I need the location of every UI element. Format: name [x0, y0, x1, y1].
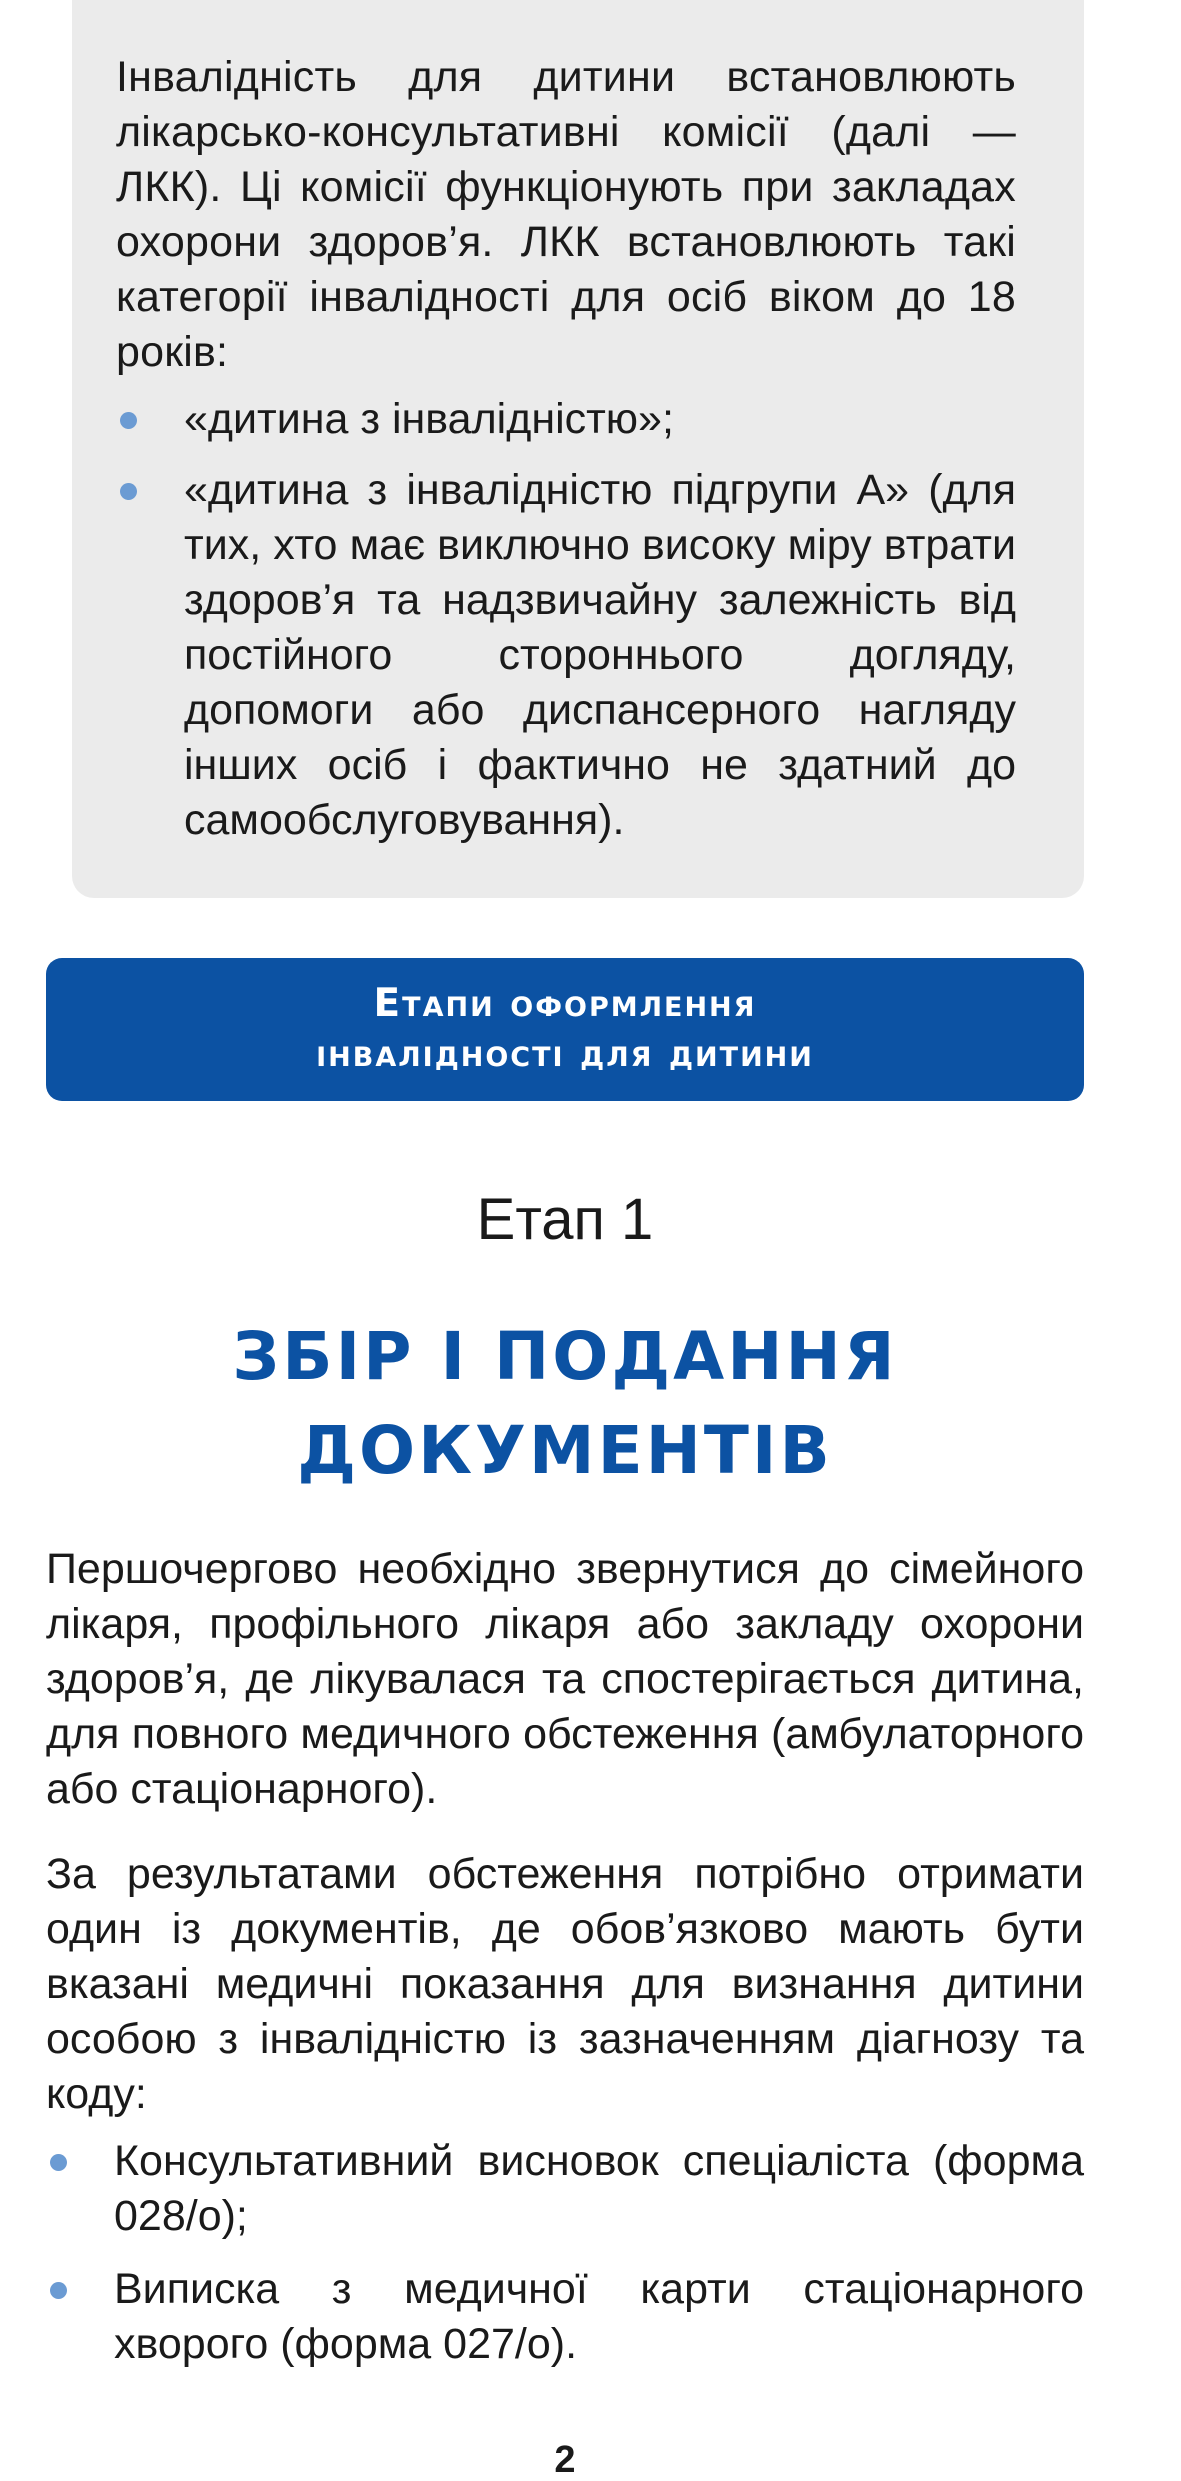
stage-title-line-2: ДОКУМЕНТІВ	[297, 1412, 833, 1489]
list-item	[46, 2262, 1084, 2372]
bullet-dot-icon	[120, 412, 137, 429]
list-item	[116, 392, 1016, 447]
banner-line-1: Етапи оформлення	[373, 981, 757, 1026]
banner-line-2: інвалідності для дитини	[316, 1031, 814, 1076]
list-item-text: «дитина з інвалідністю підгрупи А» (для тих, хто має виключно високу міру втрати здоров’я та надзвичайну залежність від постійного стороннього догляду, допомоги або диспансерного нагляду інших осіб і фактично не здатний до самообслуговування).	[184, 466, 1016, 844]
list-item	[46, 2134, 1084, 2244]
body-content	[46, 1542, 1084, 2390]
info-bullet-list	[116, 392, 1016, 848]
bullet-dot-icon	[50, 2282, 67, 2299]
stage-title-line-1: ЗБІР І ПОДАННЯ	[232, 1318, 898, 1395]
bullet-dot-icon	[50, 2154, 67, 2171]
list-item	[116, 463, 1016, 848]
info-paragraph: Інвалідність для дитини встановлюють лікарсько-консультативні комісії (далі — ЛКК). Ці комісії функціонують при закладах охорони здоров’я. ЛКК встановлюють такі категорії інвалідності для осіб віком до 18 років:	[116, 53, 1016, 376]
stage-title	[0, 1310, 1130, 1498]
documents-bullet-list	[46, 2134, 1084, 2372]
stage-label: Етап 1	[476, 1187, 654, 1252]
page-number: 2	[554, 2439, 576, 2481]
body-paragraph-2: За результатами обстеження потрібно отримати один із документів, де обов’язково мають бути вказані медичні показання для визнання дитини особою з інвалідністю із зазначенням діагнозу та коду:	[46, 1850, 1084, 2118]
list-item-text: Виписка з медичної карти стаціонарного хворого (форма 027/о).	[114, 2265, 1084, 2368]
section-banner	[46, 958, 1084, 1101]
body-paragraph-1: Першочергово необхідно звернутися до сімейного лікаря, профільного лікаря або закладу охорони здоров’я, де лікувалася та спостерігається дитина, для повного медичного обстеження (амбулаторного або стаціонарного).	[46, 1545, 1084, 1813]
bullet-dot-icon	[120, 483, 137, 500]
info-box	[72, 0, 1084, 898]
list-item-text: «дитина з інвалідністю»;	[184, 395, 674, 443]
list-item-text: Консультативний висновок спеціаліста (форма 028/о);	[114, 2137, 1084, 2240]
